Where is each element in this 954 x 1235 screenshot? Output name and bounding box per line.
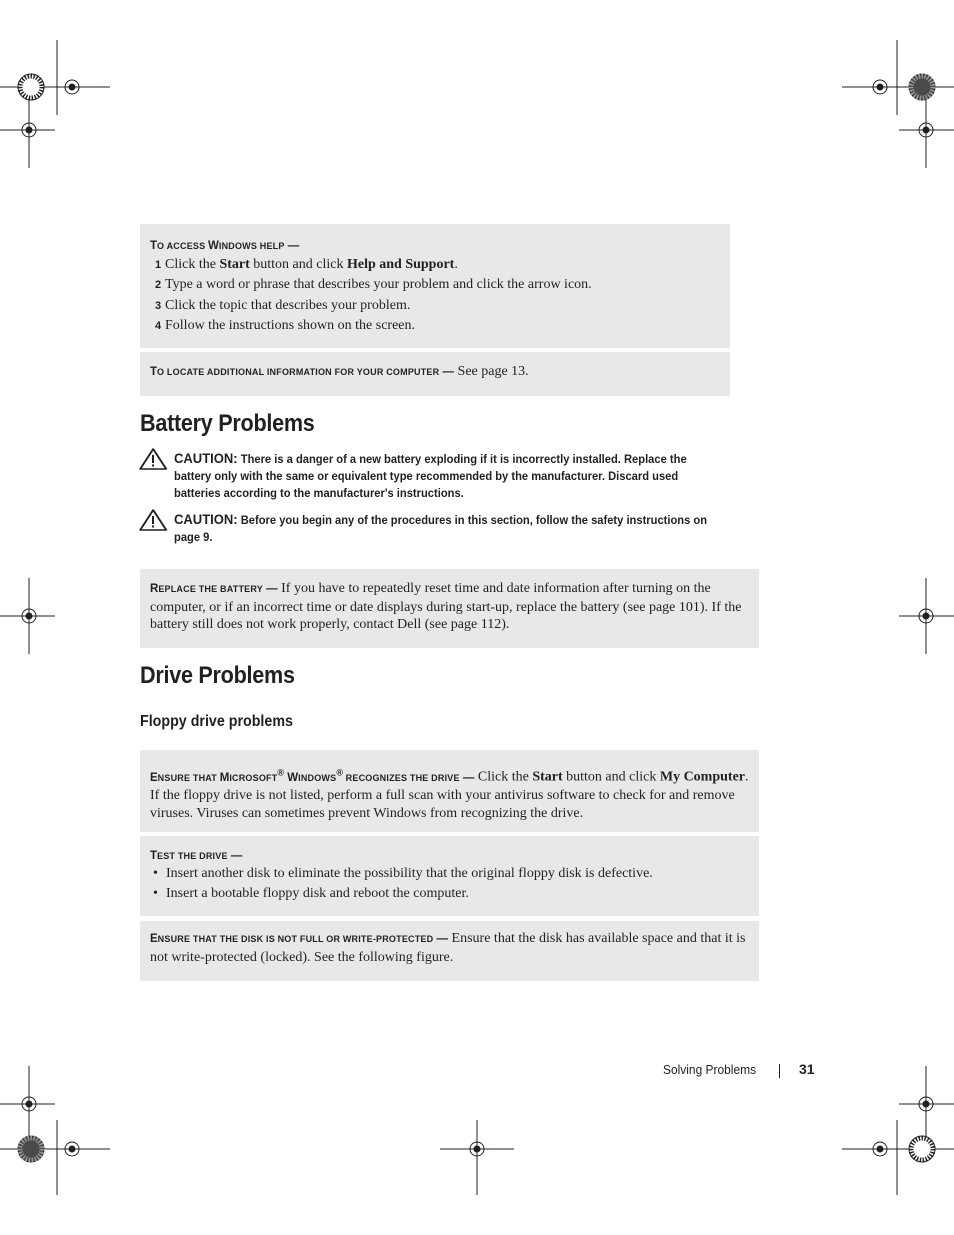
caution-safety-text: CAUTION: Before you begin any of the procedures in this section, follow the safety instructions on page 9. (174, 511, 708, 544)
test-drive-bullet-1: • Insert another disk to eliminate the possibility that the original floppy disk is defective. (153, 866, 653, 881)
caution-battery-text: CAUTION: There is a danger of a new battery exploding if it is incorrectly installed. Replace the battery only with the same or equivalent type recommended by the manufacturer. Discard used batteries according to the manufacturer's instructions. (174, 450, 687, 500)
help-step-4: 4 Follow the instructions shown on the screen. (155, 318, 416, 333)
test-drive-bullet-2: • Insert a bootable floppy disk and reboot the computer. (153, 886, 469, 901)
floppy-drive-subtitle: Floppy drive problems (140, 713, 293, 730)
replace-battery-text: REPLACE THE BATTERY — If you have to repeatedly reset time and date information after turning on the computer, or if an incorrect time or date displays during start-up, replace the battery (see page 101). If the battery still does not work properly, contact Dell (see page 112). (150, 581, 742, 632)
caution-safety-instructions (138, 508, 748, 548)
locate-info-line: TO LOCATE ADDITIONAL INFORMATION FOR YOUR COMPUTER — See page 13. (150, 364, 529, 379)
windows-help-heading: TO ACCESS WINDOWS HELP — (150, 240, 300, 252)
page-number: 31 (799, 1061, 815, 1077)
footer-divider (779, 1064, 780, 1078)
help-step-2: 2 Type a word or phrase that describes your problem and click the arrow icon. (155, 277, 592, 292)
help-step-3: 3 Click the topic that describes your problem. (155, 298, 411, 313)
test-drive-heading: TEST THE DRIVE — (150, 850, 243, 862)
footer-section-name: Solving Problems (663, 1062, 757, 1077)
ensure-disk-text: ENSURE THAT THE DISK IS NOT FULL OR WRITE-PROTECTED — Ensure that the disk has available space and that it is not write-protected (locked). See the following figure. (150, 931, 746, 965)
caution-battery-explosion (138, 447, 748, 507)
battery-problems-title: Battery Problems (140, 410, 315, 437)
drive-problems-title: Drive Problems (140, 662, 295, 689)
warning-triangle-icon (138, 447, 168, 471)
ensure-windows-text: ENSURE THAT MICROSOFT® WINDOWS® RECOGNIZES THE DRIVE — Click the Start button and click My Computer. If the floppy drive is not listed, perform a full scan with your antivirus software to check for and remove viruses. Viruses can sometimes prevent Windows from recognizing the drive. (150, 767, 749, 821)
warning-triangle-icon (138, 508, 168, 532)
help-step-1: 1 Click the Start button and click Help and Support. (155, 257, 458, 272)
